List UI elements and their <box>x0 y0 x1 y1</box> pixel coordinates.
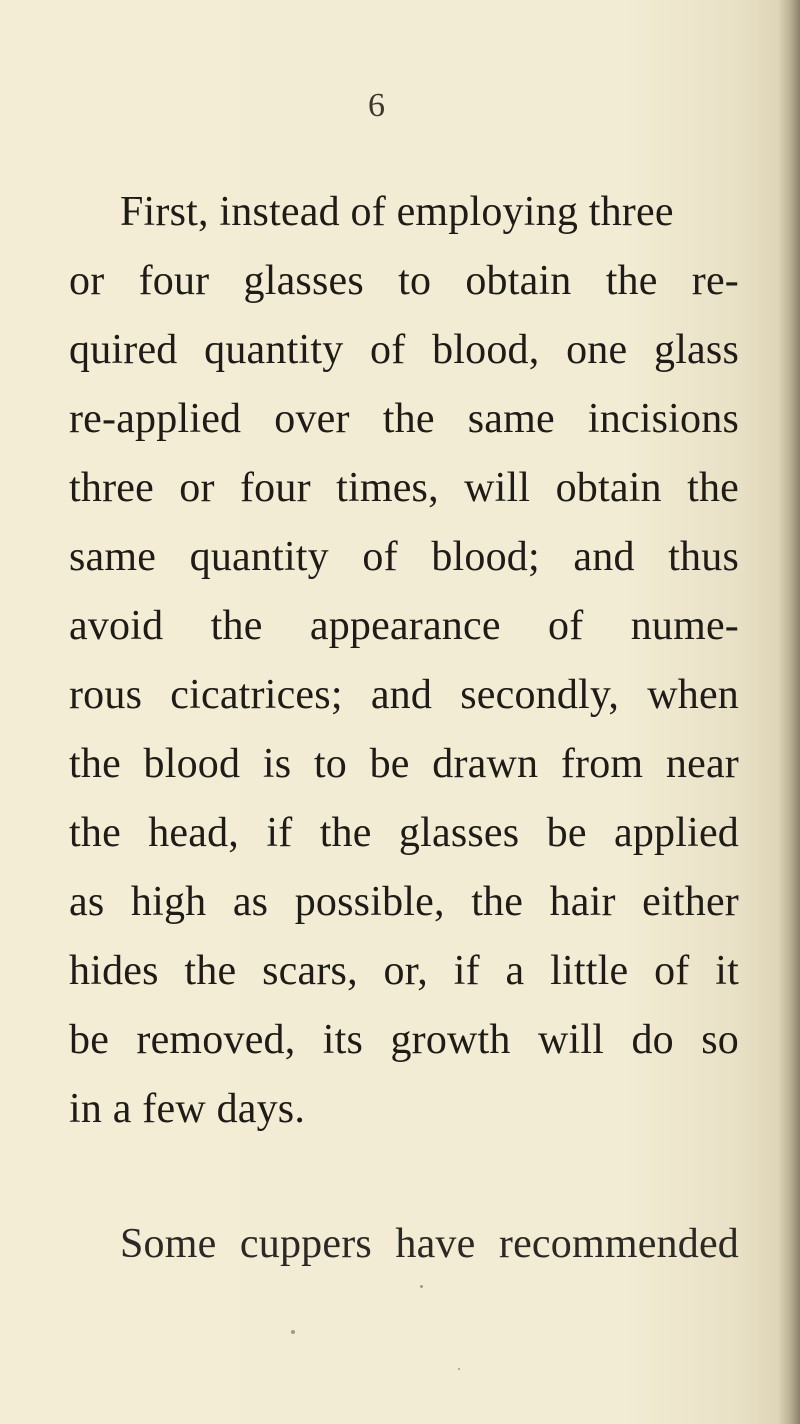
paragraph-line-8: rous cicatrices; and secondly, when <box>69 672 739 718</box>
paragraph-line-12: hides the scars, or, if a little of it <box>69 948 739 994</box>
paragraph-line-3: quired quantity of blood, one glass <box>69 327 739 373</box>
paragraph-line-9: the blood is to be drawn from near <box>69 741 739 787</box>
paragraph-line-5: three or four times, will obtain the <box>69 465 739 511</box>
paper-speck <box>291 1330 295 1334</box>
paper-speck <box>420 1285 423 1288</box>
paragraph-line-14: in a few days. <box>69 1086 306 1132</box>
catchline: Some cuppers have recommended <box>120 1221 739 1267</box>
paragraph-line-4: re-applied over the same incisions <box>69 396 739 442</box>
paragraph-line-2: or four glasses to obtain the re- <box>69 258 739 304</box>
paragraph-line-10: the head, if the glasses be applied <box>69 810 739 856</box>
page-edge-shadow <box>778 0 800 1424</box>
paragraph-line-13: be removed, its growth will do so <box>69 1017 739 1063</box>
paragraph-line-6: same quantity of blood; and thus <box>69 534 739 580</box>
page-number: 6 <box>368 87 385 124</box>
paragraph-line-7: avoid the appearance of nume- <box>69 603 739 649</box>
paragraph-line-11: as high as possible, the hair either <box>69 879 739 925</box>
paragraph-line-1: First, instead of employing three <box>120 189 674 235</box>
paper-speck <box>458 1368 460 1370</box>
